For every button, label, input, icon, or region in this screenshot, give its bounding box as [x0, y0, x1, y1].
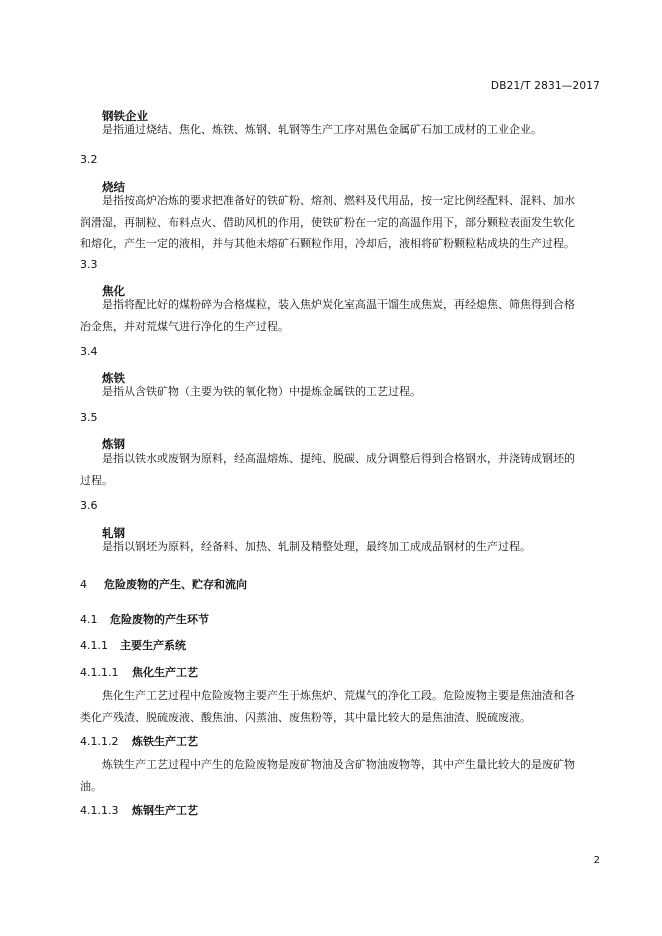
definition-line: 冶金焦，并对荒煤气进行净化的生产过程。 — [80, 319, 289, 333]
section-title: 炼钢生产工艺 — [132, 804, 198, 817]
body-line: 焦化生产工艺过程中危险废物主要产生于炼焦炉、荒煤气的净化工段。危险废物主要是焦油渣和各 — [102, 689, 575, 702]
term-title: 轧钢 — [102, 526, 125, 540]
body-line: 油。 — [80, 779, 102, 793]
page-number: 2 — [593, 855, 600, 866]
term-definition — [80, 190, 600, 255]
body-line: 类化产残渣、脱硫废液、酸焦油、闪蒸油、废焦粉等，其中量比较大的是焦油渣、脱硫废液。 — [80, 710, 531, 724]
section-title: 危险废物的产生、贮存和流向 — [104, 578, 247, 591]
section-body — [80, 685, 600, 728]
term-definition — [80, 381, 600, 403]
section-heading — [80, 611, 209, 627]
term-definition — [80, 536, 600, 558]
clause-number: 3.3 — [80, 258, 98, 271]
term-title: 炼钢 — [102, 437, 125, 451]
term-title: 炼铁 — [102, 371, 125, 385]
clause-number: 3.5 — [80, 411, 98, 424]
section-number: 4.1 — [80, 613, 98, 626]
definition-line: 是指将配比好的煤粉碎为合格煤粒，装入焦炉炭化室高温干馏生成焦炭，再经熄焦、筛焦得到合格 — [102, 298, 575, 311]
section-title: 主要生产系统 — [120, 639, 186, 652]
definition-line: 过程。 — [80, 473, 113, 487]
section-heading — [80, 664, 198, 680]
definition-line: 是指按高炉冶炼的要求把准备好的铁矿粉、熔剂、燃料及代用品，按一定比例经配料、混料、加水 — [102, 194, 575, 207]
definition-line: 是指以钢坯为原料，经备料、加热、轧制及精整处理，最终加工成成品钢材的生产过程。 — [102, 540, 531, 553]
definition-line: 是指通过烧结、焦化、炼铁、炼钢、轧钢等生产工序对黑色金属矿石加工成材的工业企业。 — [102, 123, 542, 136]
term-title: 钢铁企业 — [102, 109, 148, 123]
body-line: 炼铁生产工艺过程中产生的危险废物是废矿物油及含矿物油废物等，其中产生量比较大的是废矿物 — [102, 758, 575, 771]
section-number: 4.1.1.1 — [80, 666, 119, 679]
section-heading — [80, 637, 186, 653]
clause-number: 3.2 — [80, 153, 98, 166]
definition-line: 和熔化，产生一定的液相，并与其他未熔矿石颗粒作用，冷却后，液相将矿粉颗粒粘成块的生产过程。 — [80, 237, 575, 250]
section-body — [80, 754, 600, 797]
term-definition — [80, 294, 600, 337]
section-number: 4.1.1.3 — [80, 804, 119, 817]
section-title: 炼铁生产工艺 — [132, 735, 198, 748]
term-title: 焦化 — [102, 284, 125, 298]
definition-line: 润滑湿，再制粒、布料点火、借助风机的作用，使铁矿粉在一定的高温作用下，部分颗粒表面发生软化 — [80, 215, 575, 229]
section-heading — [80, 802, 198, 818]
definition-line: 是指以铁水或废钢为原料，经高温熔炼、提纯、脱碳、成分调整后得到合格钢水，并浇铸成钢坯的 — [102, 452, 575, 465]
clause-number: 3.6 — [80, 499, 98, 512]
section-heading — [80, 576, 247, 592]
document-code: DB21/T 2831—2017 — [490, 80, 600, 92]
section-title: 危险废物的产生环节 — [110, 613, 209, 626]
definition-line: 是指从含铁矿物（主要为铁的氧化物）中提炼金属铁的工艺过程。 — [102, 385, 421, 398]
term-definition — [80, 119, 600, 141]
section-number: 4 — [80, 578, 87, 591]
section-title: 焦化生产工艺 — [132, 666, 198, 679]
clause-number: 3.4 — [80, 345, 98, 358]
term-definition — [80, 448, 600, 491]
section-heading — [80, 733, 198, 749]
section-number: 4.1.1.2 — [80, 735, 119, 748]
term-title: 烧结 — [102, 180, 125, 194]
section-number: 4.1.1 — [80, 639, 108, 652]
